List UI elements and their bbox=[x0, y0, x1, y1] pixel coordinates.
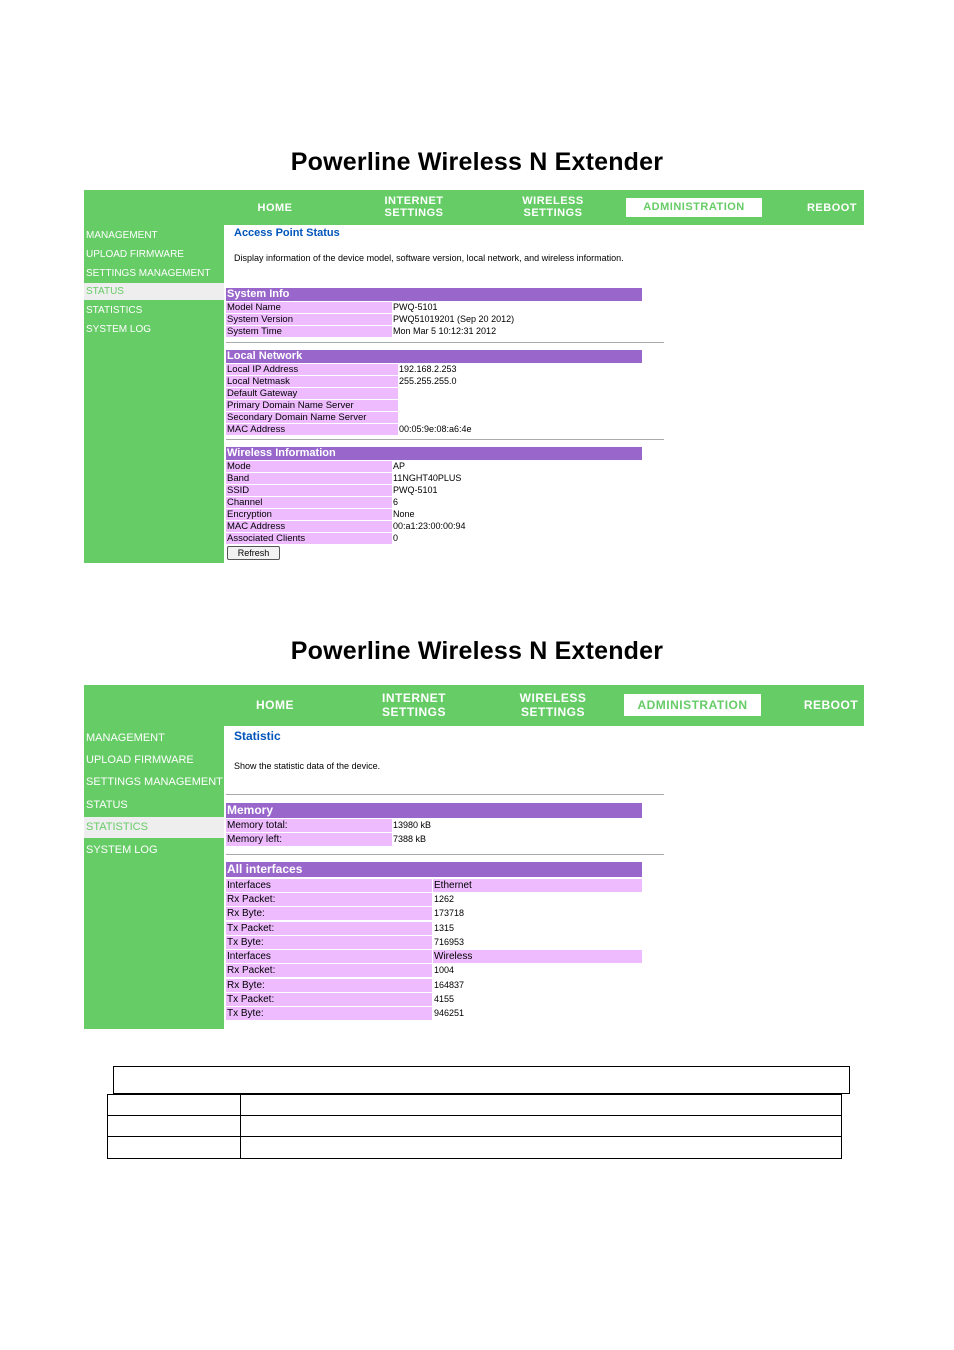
sidebar bbox=[84, 726, 224, 1029]
row-value: PWQ51019201 (Sep 20 2012) bbox=[393, 314, 515, 324]
nav-reboot[interactable]: REBOOT bbox=[806, 202, 858, 214]
nav-administration[interactable]: ADMINISTRATION bbox=[626, 198, 762, 217]
row-value: Wireless bbox=[433, 950, 642, 963]
divider bbox=[226, 794, 664, 795]
row-label: Tx Byte: bbox=[226, 936, 432, 949]
sidebar-item-statistics[interactable]: STATISTICS bbox=[84, 817, 224, 838]
sidebar-item-system-log[interactable]: SYSTEM LOG bbox=[86, 324, 152, 335]
refresh-button[interactable]: Refresh bbox=[227, 546, 280, 560]
table-cell bbox=[107, 1115, 241, 1137]
row-label: Band bbox=[226, 473, 392, 484]
nav-wireless-settings[interactable] bbox=[503, 195, 603, 219]
row-label: Tx Packet: bbox=[226, 922, 432, 935]
row-label: Primary Domain Name Server bbox=[226, 400, 398, 411]
page-title: Powerline Wireless N Extender bbox=[290, 148, 664, 176]
nav-internet-label-1: INTERNET bbox=[382, 691, 446, 705]
table-cell bbox=[240, 1136, 842, 1159]
row-value: 716953 bbox=[434, 937, 465, 947]
table-cell bbox=[107, 1094, 241, 1116]
row-label: MAC Address bbox=[226, 424, 398, 435]
row-value: Ethernet bbox=[433, 879, 642, 892]
row-label: Tx Byte: bbox=[226, 1007, 432, 1020]
row-label: Interfaces bbox=[226, 879, 432, 892]
row-label: Rx Byte: bbox=[226, 979, 432, 992]
nav-internet-settings[interactable] bbox=[364, 195, 464, 219]
section-header-local-network: Local Network bbox=[226, 350, 642, 363]
nav-internet-label-2: SETTINGS bbox=[381, 705, 446, 719]
nav-home[interactable]: HOME bbox=[256, 698, 294, 712]
statistics-content bbox=[226, 726, 864, 1029]
content-heading: Statistic bbox=[234, 729, 281, 743]
nav-internet-label-2: SETTINGS bbox=[384, 207, 444, 219]
sidebar-item-system-log[interactable]: SYSTEM LOG bbox=[86, 844, 158, 856]
content-description: Show the statistic data of the device. bbox=[234, 761, 381, 771]
nav-wireless-label-2: SETTINGS bbox=[523, 207, 583, 219]
nav-reboot[interactable]: REBOOT bbox=[803, 698, 859, 712]
table-cell bbox=[240, 1115, 842, 1137]
divider bbox=[226, 439, 664, 440]
nav-wireless-label-1: WIRELESS bbox=[519, 691, 587, 705]
row-value: PWQ-5101 bbox=[393, 302, 438, 312]
row-value: 11NGHT40PLUS bbox=[393, 473, 462, 483]
nav-internet-label-1: INTERNET bbox=[384, 195, 444, 207]
row-value: 1004 bbox=[434, 965, 455, 975]
row-value: None bbox=[393, 509, 415, 519]
section-header-memory: Memory bbox=[226, 803, 642, 818]
row-label: Tx Packet: bbox=[226, 993, 432, 1006]
sidebar-item-status[interactable]: STATUS bbox=[86, 799, 128, 811]
row-value: 0 bbox=[393, 533, 399, 543]
row-value: 00:05:9e:08:a6:4e bbox=[399, 424, 472, 434]
row-label: Secondary Domain Name Server bbox=[226, 412, 398, 423]
sidebar-item-settings-management[interactable]: SETTINGS MANAGEMENT bbox=[86, 268, 211, 279]
row-value: 00:a1:23:00:00:94 bbox=[393, 521, 466, 531]
table-cell bbox=[107, 1136, 241, 1159]
nav-administration[interactable]: ADMINISTRATION bbox=[624, 694, 761, 716]
top-nav-bar bbox=[84, 190, 864, 225]
row-label: Mode bbox=[226, 461, 392, 472]
divider bbox=[226, 342, 664, 343]
row-label: Local Netmask bbox=[226, 376, 398, 387]
row-value: 255.255.255.0 bbox=[399, 376, 457, 386]
row-label: Associated Clients bbox=[226, 533, 392, 544]
row-value: PWQ-5101 bbox=[393, 485, 438, 495]
row-label: Rx Packet: bbox=[226, 964, 432, 977]
row-value: 192.168.2.253 bbox=[399, 364, 457, 374]
section-header-wireless-information: Wireless Information bbox=[226, 447, 642, 460]
row-value bbox=[398, 388, 399, 399]
sidebar-item-management[interactable]: MANAGEMENT bbox=[86, 230, 158, 241]
sidebar-item-upload-firmware[interactable]: UPLOAD FIRMWARE bbox=[86, 754, 194, 766]
row-value: 946251 bbox=[434, 1008, 465, 1018]
row-label: Encryption bbox=[226, 509, 392, 520]
row-label: Rx Packet: bbox=[226, 893, 432, 906]
statistics-panel bbox=[84, 685, 864, 1029]
row-label: SSID bbox=[226, 485, 392, 496]
page-title: Powerline Wireless N Extender bbox=[290, 637, 664, 665]
row-label: System Version bbox=[226, 314, 392, 325]
content-description: Display information of the device model, software version, local network, and wireless information. bbox=[234, 253, 624, 263]
row-label: System Time bbox=[226, 326, 392, 337]
sidebar-item-upload-firmware[interactable]: UPLOAD FIRMWARE bbox=[86, 249, 184, 260]
section-header-all-interfaces: All interfaces bbox=[226, 862, 642, 877]
row-label: Default Gateway bbox=[226, 388, 398, 399]
row-label: Local IP Address bbox=[226, 364, 398, 375]
row-value: 1315 bbox=[434, 923, 455, 933]
nav-wireless-label-2: SETTINGS bbox=[520, 705, 585, 719]
row-label: Model Name bbox=[226, 302, 392, 313]
divider bbox=[226, 854, 664, 855]
row-label: MAC Address bbox=[226, 521, 392, 532]
table-cell bbox=[240, 1094, 842, 1116]
content-heading: Access Point Status bbox=[234, 227, 340, 239]
nav-home[interactable]: HOME bbox=[257, 202, 293, 214]
status-content bbox=[226, 225, 864, 563]
row-label: Memory total: bbox=[226, 819, 392, 832]
row-value bbox=[398, 400, 399, 411]
sidebar-item-statistics[interactable]: STATISTICS bbox=[86, 305, 143, 316]
sidebar-item-management[interactable]: MANAGEMENT bbox=[86, 732, 165, 744]
top-nav-bar bbox=[84, 685, 864, 726]
section-header-system-info: System Info bbox=[226, 288, 642, 301]
row-value: 173718 bbox=[434, 908, 465, 918]
row-value: 13980 kB bbox=[393, 820, 432, 830]
nav-internet-settings[interactable] bbox=[364, 691, 464, 719]
sidebar bbox=[84, 225, 224, 563]
row-value: 164837 bbox=[434, 980, 465, 990]
row-label: Memory left: bbox=[226, 833, 392, 846]
row-value: AP bbox=[393, 461, 406, 471]
row-value: 7388 kB bbox=[393, 834, 427, 844]
row-value: Mon Mar 5 10:12:31 2012 bbox=[393, 326, 497, 336]
status-panel bbox=[84, 190, 864, 563]
nav-wireless-label-1: WIRELESS bbox=[522, 195, 584, 207]
table-caption-box bbox=[113, 1066, 850, 1094]
row-value: 4155 bbox=[434, 994, 455, 1004]
row-label: Interfaces bbox=[226, 950, 432, 963]
row-value: 6 bbox=[393, 497, 399, 507]
sidebar-item-status[interactable]: STATUS bbox=[84, 283, 224, 300]
row-label: Channel bbox=[226, 497, 392, 508]
sidebar-item-settings-management[interactable]: SETTINGS MANAGEMENT bbox=[86, 776, 223, 788]
nav-wireless-settings[interactable] bbox=[503, 691, 603, 719]
row-label: Rx Byte: bbox=[226, 907, 432, 920]
row-value: 1262 bbox=[434, 894, 455, 904]
row-value bbox=[398, 412, 399, 423]
